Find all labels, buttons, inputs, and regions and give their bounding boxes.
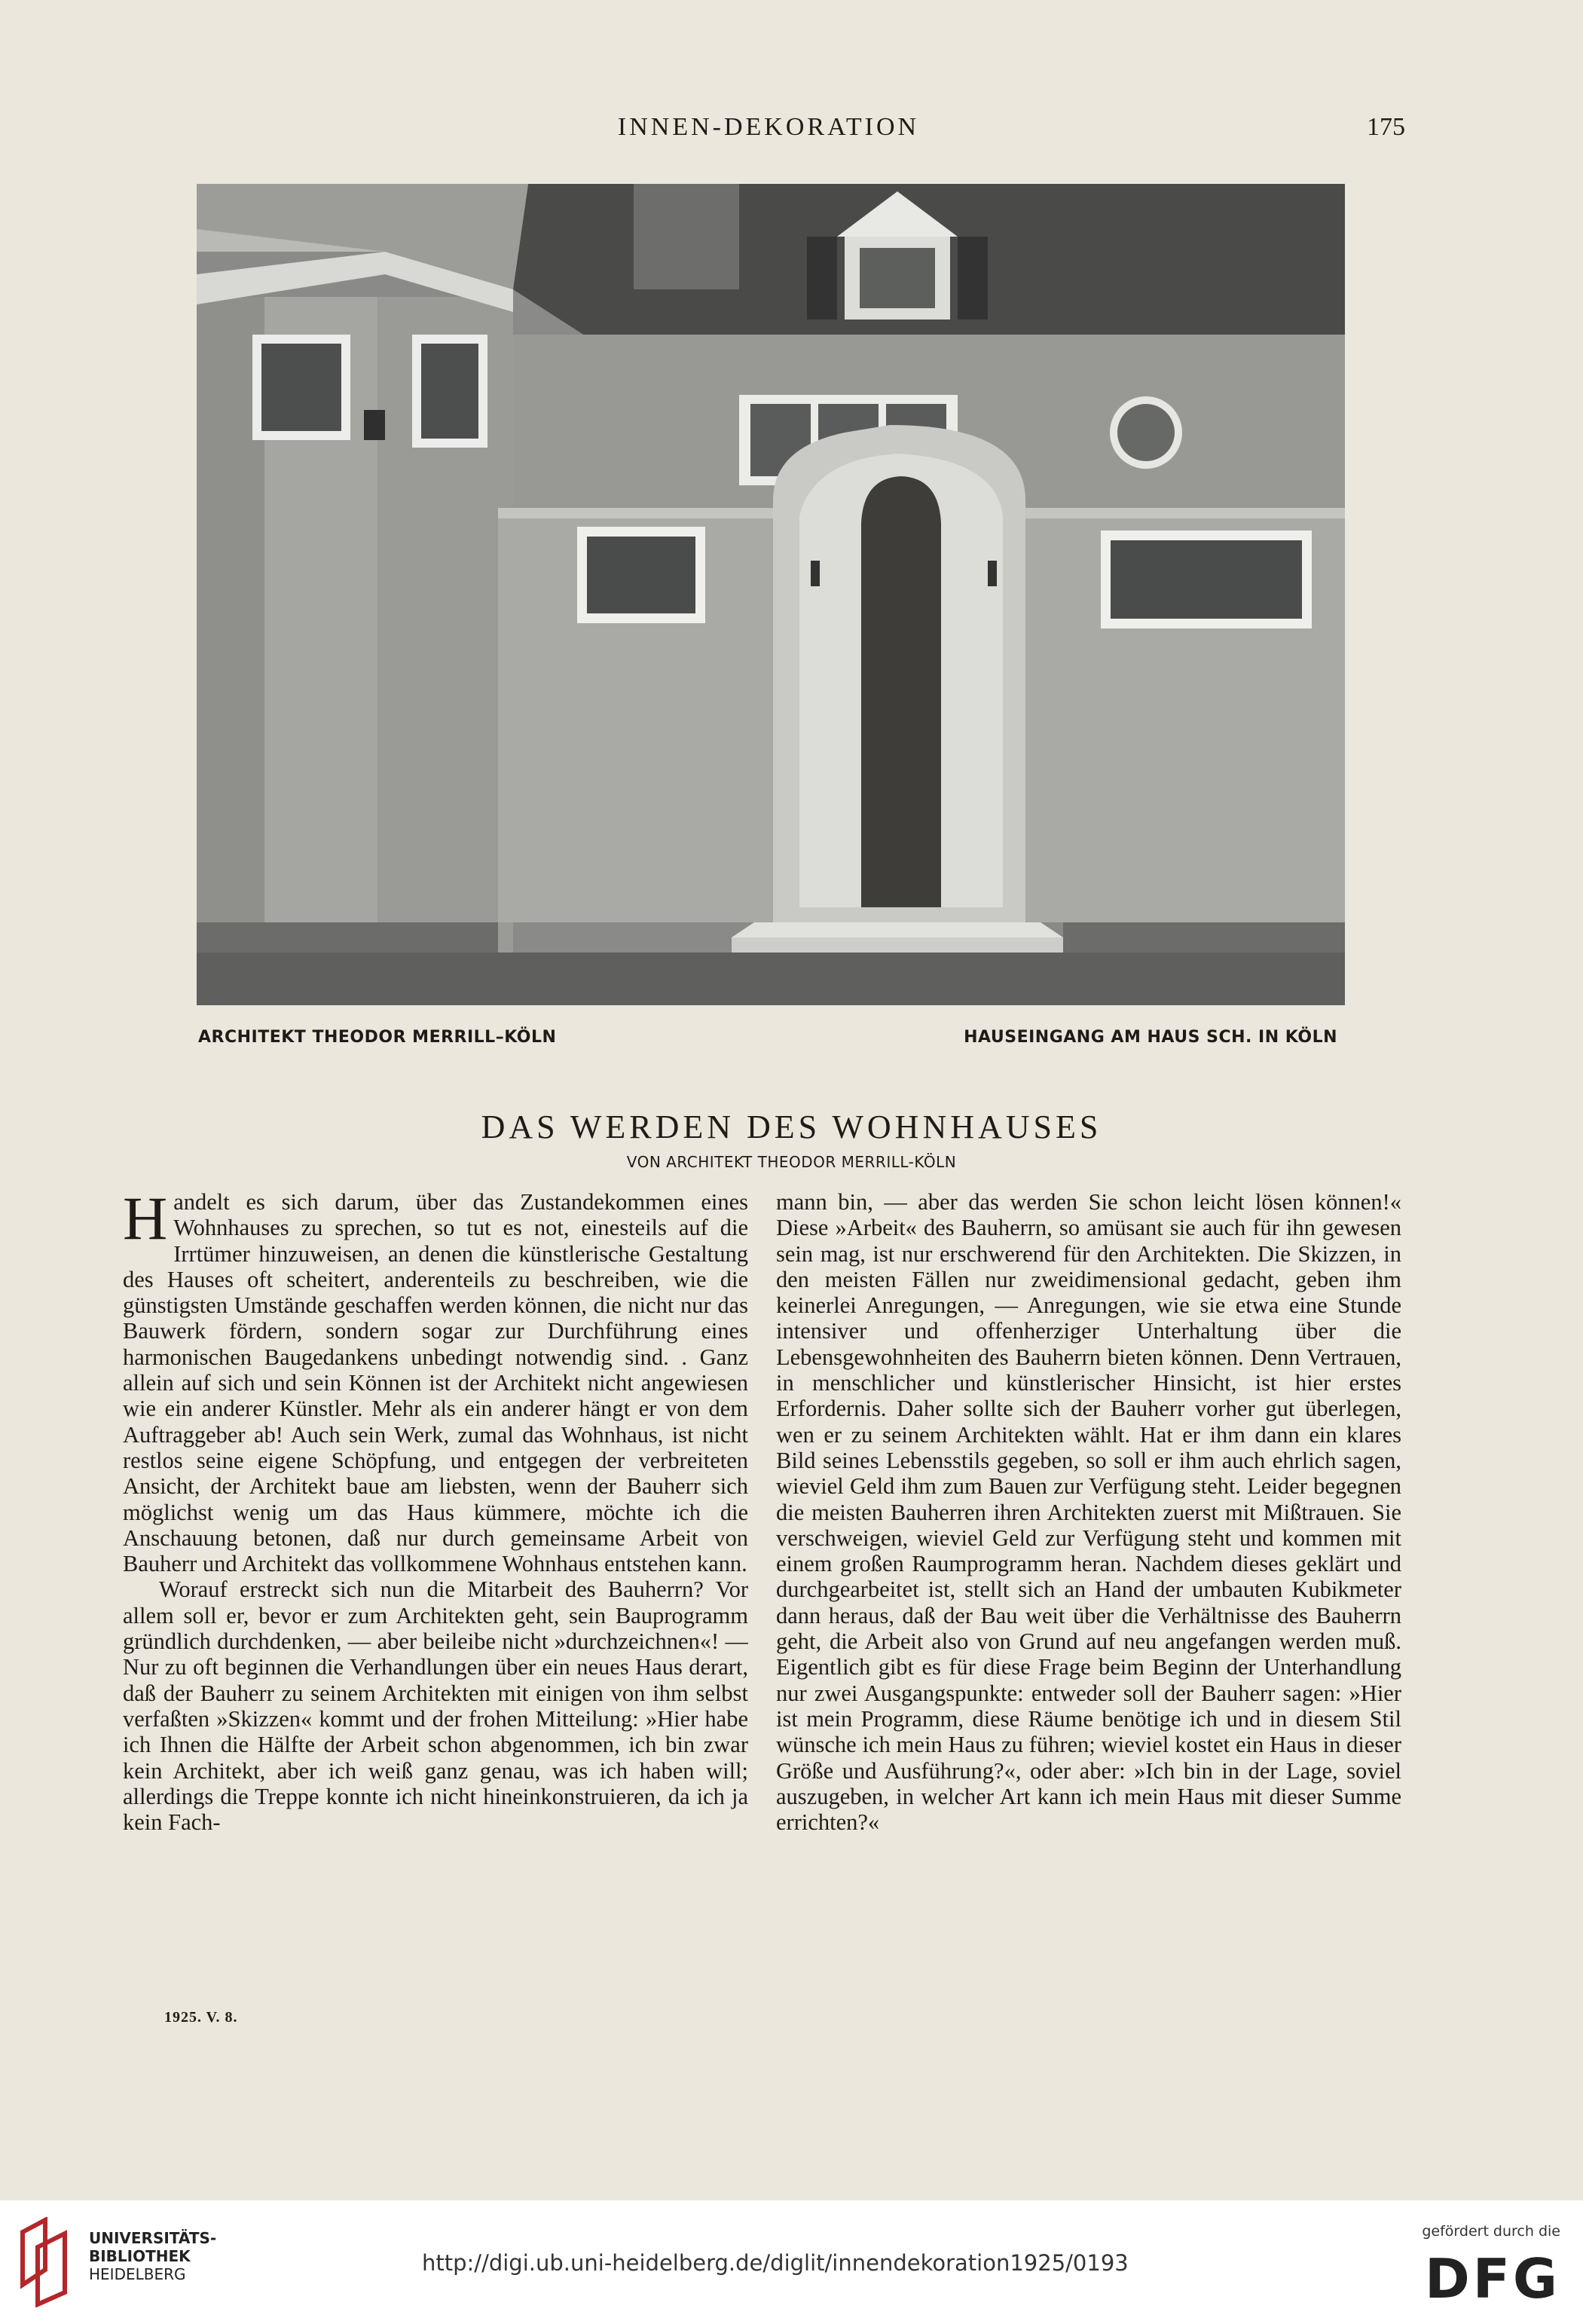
paragraph-2: Worauf erstreckt sich nun die Mitarbeit des Bauherrn? Vor allem soll er, bevor er zum Architekten geht, sein Bauprogramm gründlich durchdenken, — aber beileibe nicht »durchzeichnen«! — Nur zu oft beginnen die Verhandlungen über ein neues Haus derart, daß der Bauherr zu seinem Architekten mit einigen von ihm selbst verfaßten »Skizzen« kommt und der frohen Mitteilung: »Hier habe ich Ihnen die Hälfte der Arbeit schon abgenommen, ich bin zwar kein Architekt, aber ich weiß ganz genau, was ich haben will; allerdings die Treppe konnte ich nicht hineinkonstruieren, da ich ja kein Fach-: [123, 1576, 748, 1836]
library-name-line-2: BIBLIOTHEK: [89, 2247, 191, 2265]
dfg-logo: DFG: [1424, 2247, 1560, 2310]
running-title: INNEN-DEKORATION: [617, 113, 920, 141]
house-entrance-photo: [197, 184, 1345, 1005]
running-head: [0, 113, 1583, 151]
column-gutter: [762, 1191, 763, 1974]
text-column-left: [123, 1189, 748, 1980]
permalink-url[interactable]: http://digi.ub.uni-heidelberg.de/diglit/innendekoration1925/0193: [422, 2250, 1129, 2276]
page-number: 175: [1367, 113, 1405, 141]
text-column-right: [776, 1189, 1401, 1980]
paragraph-1-text: andelt es sich darum, über das Zustandekommen eines Wohnhauses zu sprechen, so tut es not, einesteils auf die Irrtümer hinzuweisen, an denen die künstlerische Gestaltung des Hauses oft scheitert, anderenteils zu beschreiben, wie die günstigsten Umstände geschaffen werden können, die nicht nur das Bauwerk fördern, sondern sogar zur Durchführung eines harmonischen Baugedankens unbedingt notwendig sind. . Ganz allein auf sich und sein Können ist der Architekt nicht angewiesen wie ein anderer Künstler. Mehr als ein anderer hängt er von dem Auftraggeber ab! Auch sein Werk, zumal das Wohnhaus, ist nicht restlos seine eigene Schöpfung, und entgegen der verbreiteten Ansicht, der Architekt baue am liebsten, wenn der Bauherr sich möglichst wenig um das Haus kümmere, möchte ich die Anschauung betonen, daß nur durch gemeinsame Arbeit von Bauherr und Architekt das vollkommene Wohnhaus entstehen kann.: [123, 1189, 748, 1577]
house-entrance-photograph: [197, 184, 1345, 1005]
drop-cap: H: [123, 1189, 168, 1252]
library-name-line-1: UNIVERSITÄTS-: [89, 2229, 217, 2247]
paragraph-3: mann bin, — aber das werden Sie schon leicht lösen können!« Diese »Arbeit« des Bauherrn, so amüsant sie auch für ihn gewesen sein mag, ist nur erschwerend für den Architekten. Die Skizzen, in den meisten Fällen nur zweidimensional gedacht, geben ihm keinerlei Anregungen, — Anregungen, wie sie etwa eine Stunde intensiver und offenherziger Unterhaltung über die Lebensgewohnheiten des Bauherrn bieten können. Denn Vertrauen, in menschlicher und künstlerischer Hinsicht, ist hier erstes Erfordernis. Daher sollte sich der Bauherr vorher gut überlegen, wen er zu seinem Architekten wählt. Hat er ihm dann ein klares Bild seines Lebensstils gegeben, so soll er ihm auch ehrlich sagen, wieviel Geld ihm zum Bauen zur Verfügung steht. Leider begegnen die meisten Bauherren ihren Architekten zuerst mit Mißtrauen. Sie verschweigen, wieviel Geld zur Verfügung steht und kommen mit einem großen Raumprogramm heran. Nachdem dieses geklärt und durchgearbeitet ist, stellt sich an Hand der umbauten Kubikmeter dann heraus, daß der Bau weit über die Verhältnisse des Bauherrn geht, die Arbeit also von Grund auf neu angefangen werden muß. Eigentlich gibt es für diese Frage beim Beginn der Unterhandlung nur zwei Ausgangspunkte: entweder soll der Bauherr sagen: »Hier ist mein Programm, diese Räume benötige ich und in diesem Stil wünsche ich mein Haus zu führen; wieviel kostet ein Haus in dieser Größe und Ausführung?«, oder aber: »Ich bin in der Lage, soviel auszugeben, in welcher Art kann ich mein Haus mit dieser Summe errichten?«: [776, 1189, 1401, 1836]
university-library-logo-icon: [15, 2217, 72, 2307]
funding-note: gefördert durch die: [1422, 2223, 1560, 2240]
caption-location: HAUSEINGANG AM HAUS SCH. IN KÖLN: [964, 1028, 1337, 1047]
digitization-footer: [0, 2200, 1583, 2324]
article-byline: VON ARCHITEKT THEODOR MERRILL-KÖLN: [626, 1153, 957, 1171]
library-name-line-3: HEIDELBERG: [89, 2265, 186, 2283]
photo-captions: [197, 1028, 1345, 1058]
paragraph-1: [123, 1189, 748, 1576]
issue-signature: 1925. V. 8.: [164, 2009, 238, 2026]
article-title: DAS WERDEN DES WOHNHAUSES: [481, 1108, 1102, 1145]
caption-architect: ARCHITEKT THEODOR MERRILL–KÖLN: [198, 1028, 557, 1047]
library-name: [89, 2229, 216, 2283]
